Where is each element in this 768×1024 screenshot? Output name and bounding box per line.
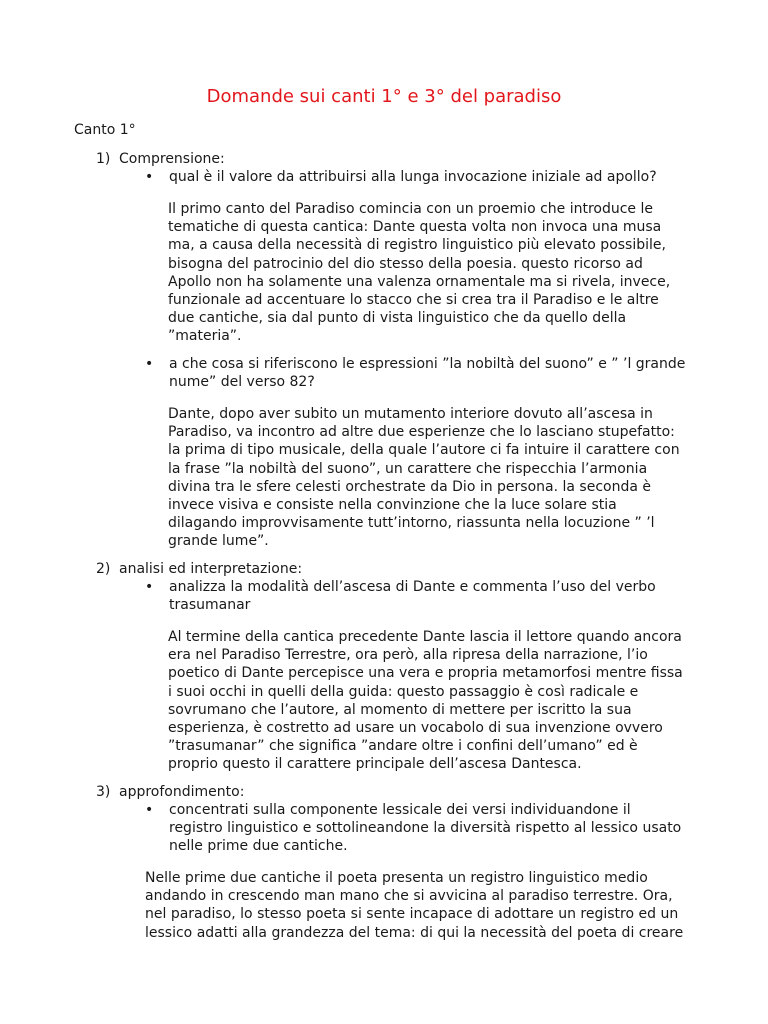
bullet-icon: • [145, 802, 154, 818]
section-number: 3) [96, 784, 111, 800]
answer-paragraph: Il primo canto del Paradiso comincia con un proemio che introduce le tematiche di questa cantica: Dante questa volta non invoca una musa ma, a causa della necessità di registro linguistico più elevato possibile, bisogna del patrocinio del dio stesso della poesia. questo ricorso ad Apollo non ha solamente una valenza ornamentale ma si rivela, invece, funzionale ad accentuare lo stacco che si crea tra il Paradiso e le altre due cantiche, sia dal punto di vista linguistico che da quello della ”materia”. [168, 201, 671, 345]
document-title: Domande sui canti 1° e 3° del paradiso [206, 86, 562, 107]
section-number: 1) [96, 151, 111, 167]
question-text: a che cosa si riferiscono le espressioni ”la nobiltà del suono” e ” ’l grande nume” del verso 82? [169, 356, 686, 391]
section-label: analisi ed interpretazione: [119, 561, 303, 577]
section-label: approfondimento: [119, 784, 245, 800]
question-text: concentrati sulla componente lessicale dei versi individuandone il registro linguistico e sottolineandone la diversità rispetto al lessico usato nelle prime due cantiche. [169, 802, 682, 855]
bullet-icon: • [145, 579, 154, 595]
question-text: qual è il valore da attribuirsi alla lunga invocazione iniziale ad apollo? [169, 169, 657, 185]
answer-paragraph: Al termine della cantica precedente Dante lascia il lettore quando ancora era nel Paradiso Terrestre, ora però, alla ripresa della narrazione, l’io poetico di Dante percepisce una vera e propria metamorfosi mentre fissa i suoi occhi in quelli della guida: questo passaggio è così radicale e sovrumano che l’autore, al momento di mettere per iscritto la sua esperienza, è costretto ad usare un vocabolo di sua invenzione ovvero ”trasumanar” che significa ”andare oltre i confini dell’umano” ed è proprio questo il carattere principale dell’ascesa Dantesca. [168, 629, 683, 773]
bullet-icon: • [145, 169, 154, 185]
answer-paragraph: Dante, dopo aver subito un mutamento interiore dovuto all’ascesa in Paradiso, va incontro ad altre due esperienze che lo lasciano stupefatto: la prima di tipo musicale, della quale l’autore ci fa intuire il carattere con la frase ”la nobiltà del suono”, un carattere che rispecchia l’armonia divina tra le sfere celesti orchestrate da Dio in persona. la seconda è invece visiva e consiste nella convinzione che la luce solare stia dilagando improvvisamente tutt’intorno, riassunta nella locuzione ” ’l grande lume”. [168, 406, 680, 550]
question-text: analizza la modalità dell’ascesa di Dante e commenta l’uso del verbo trasumanar [169, 579, 656, 614]
section-heading [96, 560, 302, 578]
section-label: Comprensione: [119, 151, 225, 167]
section-number: 2) [96, 561, 111, 577]
section-heading [96, 150, 225, 168]
answer-paragraph: Nelle prime due cantiche il poeta presenta un registro linguistico medio andando in crescendo man mano che si avvicina al paradiso terrestre. Ora, nel paradiso, lo stesso poeta si sente incapace di adottare un registro ed un lessico adatti alla grandezza del tema: di qui la necessità del poeta di creare [145, 870, 684, 941]
section-heading [96, 783, 244, 801]
canto-heading: Canto 1° [74, 122, 136, 138]
bullet-icon: • [145, 356, 154, 372]
